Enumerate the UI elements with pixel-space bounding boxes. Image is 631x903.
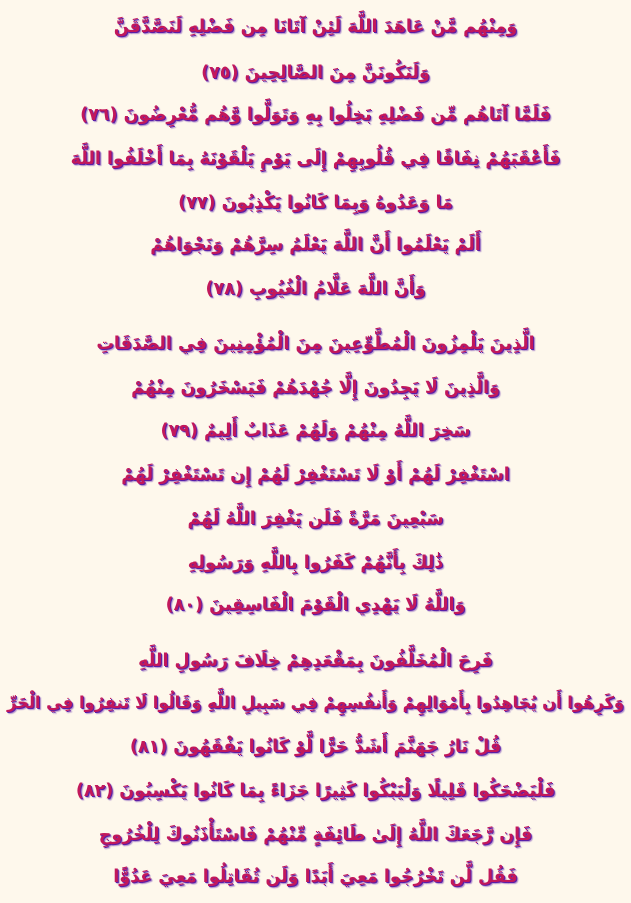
verse-line: فَأَعْقَبَهُمْ نِفَاقًا فِي قُلُوبِهِمْ إِلَى يَوْمِ يَلْقَوْنَهُ بِمَا أَخْلَفُوا اللَّهَ xyxy=(70,149,561,169)
verse-line: اسْتَغْفِرْ لَهُمْ أَوْ لَا تَسْتَغْفِرْ لَهُمْ إِن تَسْتَغْفِرْ لَهُمْ xyxy=(121,465,510,485)
verse-line: وَلَنَكُونَنَّ مِنَ الصَّالِحِينَ (٧٥) xyxy=(201,63,430,83)
verse-line: مَا وَعَدُوهُ وَبِمَا كَانُوا يَكْذِبُونَ (٧٧) xyxy=(178,193,453,213)
verse-line: ذَٰلِكَ بِأَنَّهُمْ كَفَرُوا بِاللَّهِ وَرَسُولِهِ xyxy=(187,553,444,573)
verse-line: فَرِحَ الْمُخَلَّفُونَ بِمَقْعَدِهِمْ خِلَافَ رَسُولِ اللَّهِ xyxy=(138,651,493,671)
verse-line: وَمِنْهُم مَّنْ عَاهَدَ اللَّهَ لَئِنْ آتَانَا مِن فَضْلِهِ لَنَصَّدَّقَنَّ xyxy=(113,17,518,37)
verse-line: فَلَمَّا آتَاهُم مِّن فَضْلِهِ بَخِلُوا بِهِ وَتَوَلَّوا وَّهُم مُّعْرِضُونَ (٧٦) xyxy=(80,105,551,125)
verse-line: الَّذِينَ يَلْمِزُونَ الْمُطَّوِّعِينَ مِنَ الْمُؤْمِنِينَ فِي الصَّدَقَاتِ xyxy=(96,334,535,354)
verse-line: فَلْيَضْحَكُوا قَلِيلًا وَلْيَبْكُوا كَثِيرًا جَزَاءً بِمَا كَانُوا يَكْسِبُونَ (٨٢) xyxy=(75,781,556,801)
verse-line: قُلْ نَارُ جَهَنَّمَ أَشَدُّ حَرًّا لَّوْ كَانُوا يَفْقَهُونَ (٨١) xyxy=(129,737,502,757)
verse-line: سَبْعِينَ مَرَّةً فَلَن يَغْفِرَ اللَّهُ لَهُمْ xyxy=(187,509,444,529)
verse-line: وَالَّذِينَ لَا يَجِدُونَ إِلَّا جُهْدَهُمْ فَيَسْخَرُونَ مِنْهُمْ xyxy=(131,378,500,398)
verse-line: فَقُل لَّن تَخْرُجُوا مَعِيَ أَبَدًا وَلَن تُقَاتِلُوا مَعِيَ عَدُوًّا xyxy=(113,867,518,887)
verse-line: فَإِن رَّجَعَكَ اللَّهُ إِلَىٰ طَائِفَةٍ مِّنْهُمْ فَاسْتَأْذَنُوكَ لِلْخُرُوجِ xyxy=(98,825,533,845)
verse-line: وَاللَّهُ لَا يَهْدِي الْقَوْمَ الْفَاسِقِينَ (٨٠) xyxy=(165,595,466,615)
verse-line: وَكَرِهُوا أَن يُجَاهِدُوا بِأَمْوَالِهِمْ وَأَنفُسِهِمْ فِي سَبِيلِ اللَّهِ وَقَالُوا لَا تَنفِرُوا فِي الْحَرِّ xyxy=(6,693,625,712)
verse-line: وَأَنَّ اللَّهَ عَلَّامُ الْغُيُوبِ (٧٨) xyxy=(205,279,426,299)
verse-line: أَلَمْ يَعْلَمُوا أَنَّ اللَّهَ يَعْلَمُ سِرَّهُمْ وَنَجْوَاهُمْ xyxy=(150,235,481,255)
verse-line: سَخِرَ اللَّهُ مِنْهُمْ وَلَهُمْ عَذَابٌ أَلِيمٌ (٧٩) xyxy=(160,421,471,441)
